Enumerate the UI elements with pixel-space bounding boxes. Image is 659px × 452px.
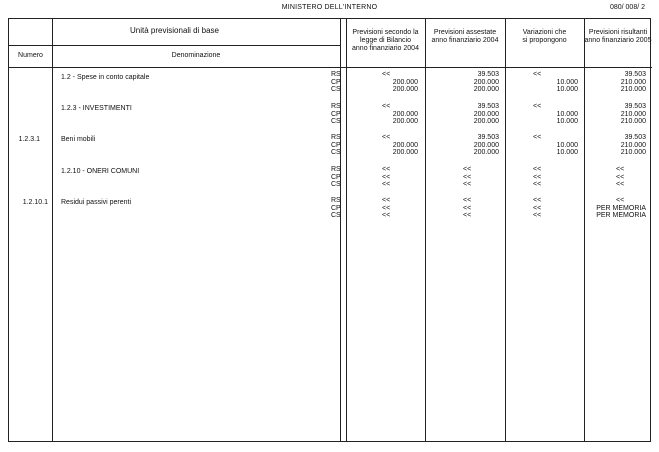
row-col1: << 200.000 200.000 [382,103,418,125]
row-col2: 39.503 200.000 200.000 [473,134,499,156]
header-bottom [9,67,652,68]
row-col1: << 200.000 200.000 [382,134,418,156]
row-denominazione: Beni mobili [61,136,96,143]
header-divider [9,45,340,46]
row-col4: 39.503 210.000 210.000 [620,134,646,156]
row-col2: << << << [463,166,472,188]
row-numero [9,74,48,82]
divider-numero [52,19,53,441]
row-col4: 39.503 210.000 210.000 [620,103,646,125]
row-col3: << << << [533,166,542,188]
row-denominazione: 1.2 - Spese in conto capitale [61,74,150,81]
row-col2: 39.503 200.000 200.000 [473,71,499,93]
row-col1: << << << [382,197,391,219]
row-numero: 1.2.10.1 [22,199,48,206]
col1-header: Previsioni secondo la legge di Bilancio anno finanziario 2004 [352,29,419,52]
unita-header: Unità previsionali di base [130,26,219,35]
row-tipo: RS CP CS [331,166,341,188]
page-code: 080/ 008/ 2 [609,4,645,11]
row-tipo: RS CP CS [331,71,341,93]
row-col2: << << << [463,197,472,219]
row-col4: << << << [616,166,625,188]
row-col3: << 10.000 10.000 [533,103,578,125]
row-col1: << 200.000 200.000 [382,71,418,93]
row-tipo: RS CP CS [331,197,341,219]
col2-header: Previsioni assestate anno finanziario 2004 [431,29,499,44]
row-tipo: RS CP CS [331,134,341,156]
row-denominazione: Residui passivi perenti [61,199,132,206]
row-denominazione: 1.2.3 - INVESTIMENTI [61,105,132,112]
budget-table [8,18,651,442]
row-col4: 39.503 210.000 210.000 [620,71,646,93]
denominazione-header: Denominazione [171,52,221,59]
row-col3: << 10.000 10.000 [533,71,578,93]
row-denominazione: 1.2.10 - ONERI COMUNI [61,168,140,175]
col3-header: Variazioni che si propongono [522,29,567,44]
row-numero: 1.2.3.1 [18,136,40,143]
row-col4: << PER MEMORIA PER MEMORIA [596,197,646,219]
row-col1: << << << [382,166,391,188]
row-numero [9,105,48,113]
col4-header: Previsioni risultanti anno finanziario 2005 [584,29,652,44]
row-numero [9,168,48,176]
ministry-title: MINISTERO DELL'INTERNO [281,4,378,11]
row-tipo: RS CP CS [331,103,341,125]
row-col2: 39.503 200.000 200.000 [473,103,499,125]
row-col3: << << << [533,197,542,219]
row-col3: << 10.000 10.000 [533,134,578,156]
numero-header: Numero [18,52,43,59]
